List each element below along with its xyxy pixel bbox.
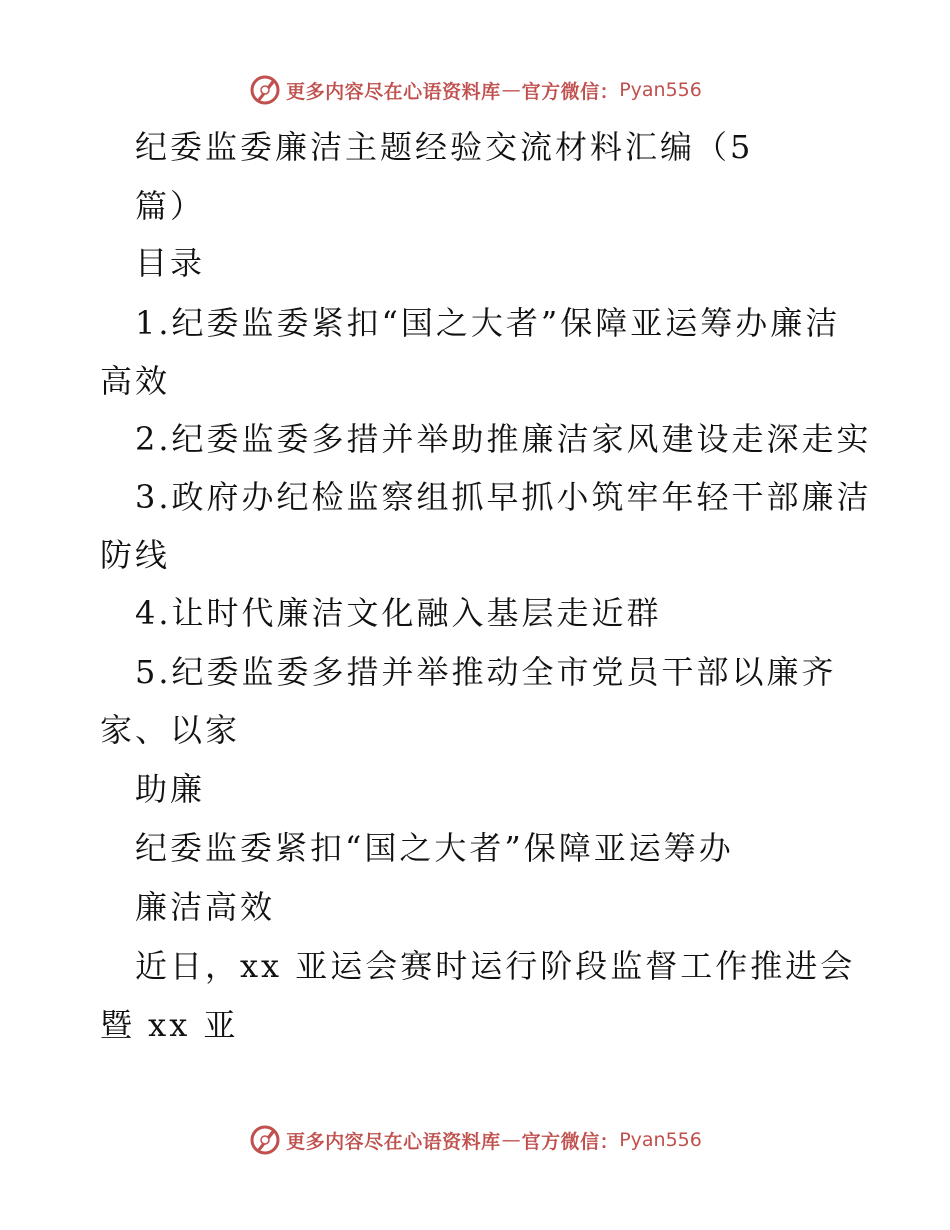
watermark-site-text: 更多内容尽在心语资料库: [286, 1130, 501, 1153]
watermark-wechat-id: Pyan556: [619, 1129, 702, 1151]
document-title-line-2: 篇）: [135, 187, 206, 225]
toc-heading: 目录: [135, 244, 206, 282]
quill-circle-icon: [248, 73, 282, 107]
toc-item-5-continued: 家、以家: [100, 711, 241, 749]
watermark-site-text: 更多内容尽在心语资料库: [286, 80, 501, 103]
body-paragraph-line-2: 暨 xx 亚: [100, 1006, 239, 1044]
section-heading-line-1: 纪委监委紧扣“国之大者”保障亚运筹办: [135, 829, 734, 867]
watermark-dash: —: [501, 79, 521, 101]
toc-item-5-continued-2: 助廉: [135, 770, 206, 808]
section-heading-line-2: 廉洁高效: [135, 888, 276, 926]
document-title-line-1: 纪委监委廉洁主题经验交流材料汇编（5: [135, 128, 754, 166]
toc-item-2: 2.纪委监委多措并举助推廉洁家风建设走深走实: [135, 420, 872, 458]
toc-item-1-continued: 高效: [100, 362, 171, 400]
toc-item-5: 5.纪委监委多措并举推动全市党员干部以廉齐: [135, 653, 837, 691]
header-watermark: [0, 70, 950, 110]
toc-item-3: 3.政府办纪检监察组抓早抓小筑牢年轻干部廉洁: [135, 478, 872, 516]
footer-watermark: [0, 1120, 950, 1160]
watermark-wechat-label: 官方微信：: [521, 80, 620, 103]
toc-item-3-continued: 防线: [100, 536, 171, 574]
quill-circle-icon: [248, 1123, 282, 1157]
watermark-wechat-id: Pyan556: [619, 79, 702, 101]
watermark-wechat-label: 官方微信：: [521, 1130, 620, 1153]
toc-item-1: 1.纪委监委紧扣“国之大者”保障亚运筹办廉洁: [135, 304, 841, 342]
body-paragraph-line-1: 近日，xx 亚运会赛时运行阶段监督工作推进会: [135, 947, 856, 985]
watermark-dash: —: [501, 1129, 521, 1151]
toc-item-4: 4.让时代廉洁文化融入基层走近群: [135, 594, 662, 632]
